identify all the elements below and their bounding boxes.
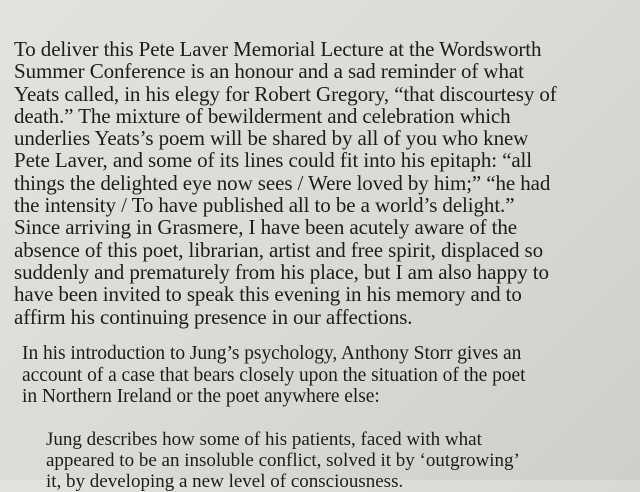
text-line: In his introduction to Jung’s psychology, Anthony Storr gives an bbox=[22, 343, 522, 364]
text-line: have been invited to speak this evening in his memory and to bbox=[14, 282, 522, 307]
text-line: Pete Laver, and some of its lines could fit into his epitaph: “all bbox=[14, 148, 533, 173]
text-line: suddenly and prematurely from his place, but I am also happy to bbox=[14, 259, 549, 284]
text-line: absence of this poet, librarian, artist and free spirit, displaced so bbox=[14, 237, 544, 262]
quote-line: Jung describes how some of his patients, faced with what bbox=[46, 429, 482, 450]
text-line: death.” The mixture of bewilderment and celebration which bbox=[14, 103, 511, 128]
text-line: Summer Conference is an honour and a sad reminder of what bbox=[14, 59, 524, 84]
text-line: the intensity / To have published all to be a world’s delight.” bbox=[14, 193, 515, 218]
text-line: account of a case that bears closely upon the situation of the poet bbox=[22, 364, 526, 386]
block-quote-jung bbox=[46, 429, 520, 492]
text-line: Since arriving in Grasmere, I have been acutely aware of the bbox=[14, 215, 518, 240]
quote-line-cropped: it, by developing a new level of consciousness. bbox=[46, 471, 404, 492]
text-line: things the delighted eye now sees / Were loved by him;” “he had bbox=[14, 170, 551, 195]
text-line: in Northern Ireland or the poet anywhere else: bbox=[22, 386, 380, 407]
text-line: Yeats called, in his elegy for Robert Gregory, “that discourtesy of bbox=[14, 81, 557, 106]
text-line: affirm his continuing presence in our affections. bbox=[14, 304, 413, 329]
text-line: underlies Yeats’s poem will be shared by all of you who knew bbox=[14, 126, 529, 151]
text-line: To deliver this Pete Laver Memorial Lecture at the Wordsworth bbox=[14, 37, 542, 61]
quote-line: appeared to be an insoluble conflict, solved it by ‘outgrowing’ bbox=[46, 450, 520, 471]
paragraph-lecture-intro bbox=[14, 38, 557, 328]
paragraph-jung-intro bbox=[22, 343, 525, 408]
